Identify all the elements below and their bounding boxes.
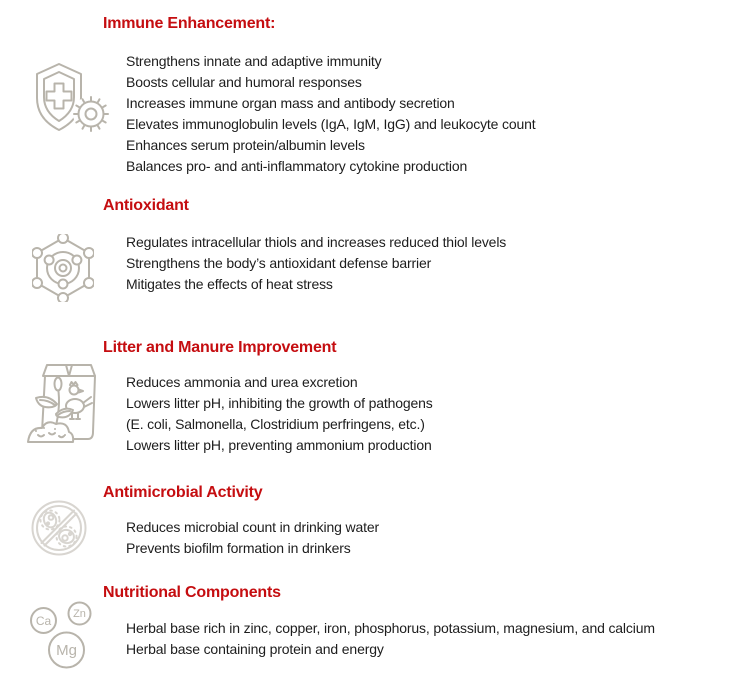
heading-nutritional: Nutritional Components [103,584,281,601]
nutritional-benefit-lines [126,618,655,660]
shield-virus-icon [28,60,110,140]
molecule-icon [32,234,94,302]
benefit-line: Reduces ammonia and urea excretion [126,374,358,390]
benefit-line: Mitigates the effects of heat stress [126,276,333,292]
heading-immune-enhancement: Immune Enhancement: [103,15,276,32]
benefit-line: Balances pro- and anti-inflammatory cytokine production [126,158,468,174]
heading-antioxidant: Antioxidant [103,197,189,214]
no-microbes-icon [29,498,89,558]
benefit-line: Elevates immunoglobulin levels (IgA, IgM, IgG) and leukocyte count [126,116,536,132]
feed-bag-icon [22,356,108,448]
benefit-line: Boosts cellular and humoral responses [126,74,362,90]
benefit-line: Increases immune organ mass and antibody secretion [126,95,455,111]
minerals-icon [28,597,102,675]
benefit-line: Regulates intracellular thiols and increases reduced thiol levels [126,234,507,250]
benefit-line: Strengthens the body’s antioxidant defense barrier [126,255,432,271]
immune-benefit-lines [126,51,536,177]
benefit-line: Prevents biofilm formation in drinkers [126,540,351,556]
antioxidant-benefit-lines [126,232,506,295]
heading-antimicrobial: Antimicrobial Activity [103,484,263,501]
benefit-line: (E. coli, Salmonella, Clostridium perfringens, etc.) [126,416,425,432]
benefit-line: Lowers litter pH, preventing ammonium production [126,437,432,453]
mineral-label-ca: Ca [35,614,52,628]
antimicrobial-benefit-lines [126,517,379,559]
mineral-label-mg: Mg [56,642,77,659]
litter-benefit-lines [126,372,433,456]
heading-litter-manure: Litter and Manure Improvement [103,339,337,356]
benefit-line: Herbal base containing protein and energy [126,641,384,657]
benefit-line: Reduces microbial count in drinking water [126,519,379,535]
benefit-line: Herbal base rich in zinc, copper, iron, phosphorus, potassium, magnesium, and calcium [126,620,655,636]
benefit-line: Enhances serum protein/albumin levels [126,137,365,153]
benefit-line: Lowers litter pH, inhibiting the growth of pathogens [126,395,433,411]
mineral-label-zn: Zn [73,608,86,620]
benefit-line: Strengthens innate and adaptive immunity [126,53,382,69]
